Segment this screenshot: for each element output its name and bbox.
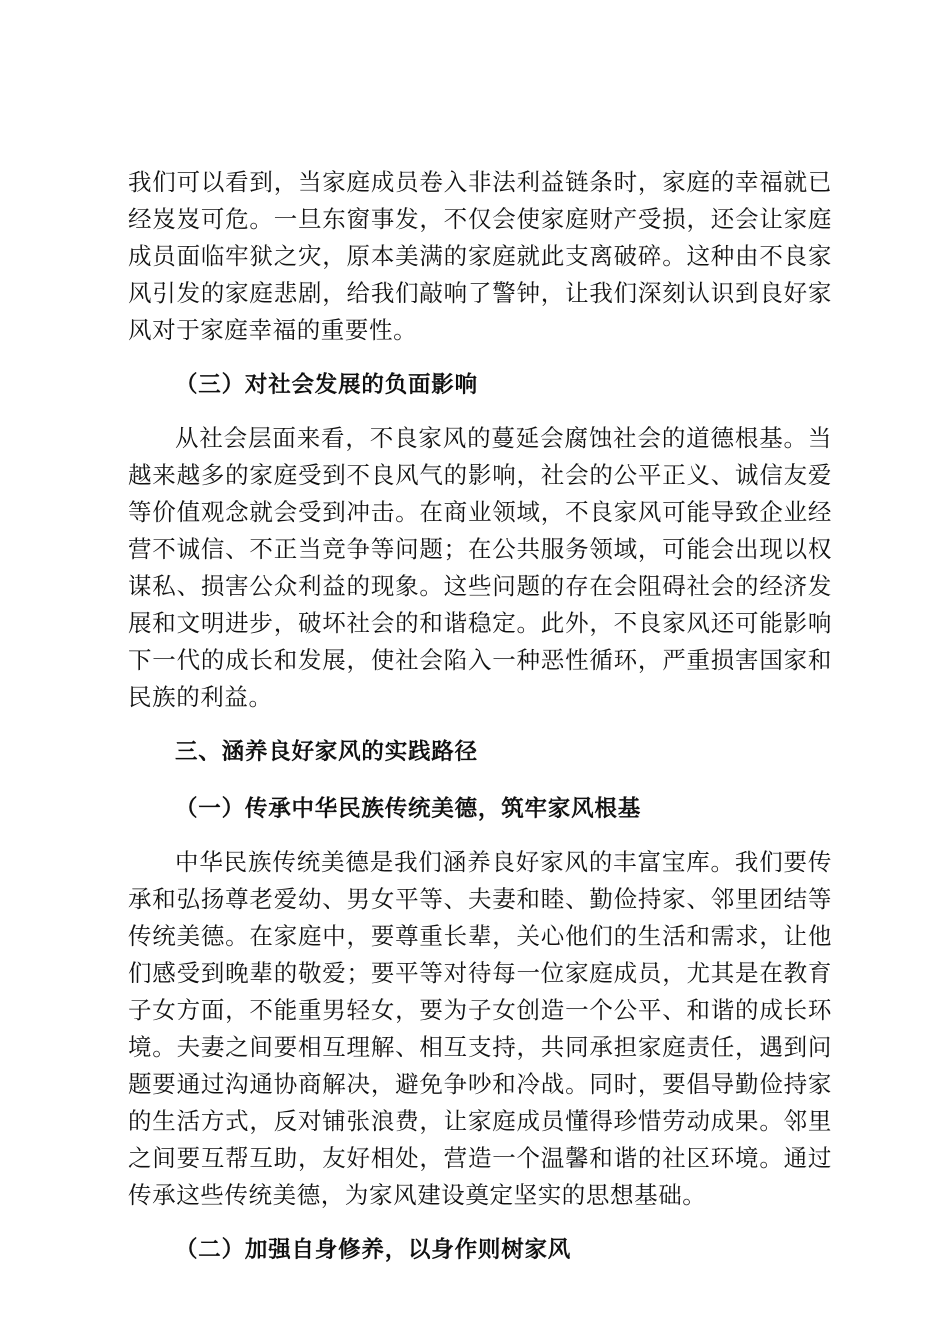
subheading-inherit-virtues: （一）传承中华民族传统美德，筑牢家风根基 <box>175 796 642 822</box>
paragraph-continued: 我们可以看到，当家庭成员卷入非法利益链条时，家庭的幸福就已经岌岌可危。一旦东窗事发，不仅会使家庭财产受损，还会让家庭成员面临牢狱之灾，原本美满的家庭就此支离破碎。这种由不良家风引发的家庭悲剧，给我们敲响了警钟，让我们深刻认识到良好家风对于家庭幸福的重要性。 <box>128 168 832 344</box>
section-heading-practice-path: 三、涵养良好家风的实践路径 <box>175 739 478 765</box>
paragraph-social-impact: 从社会层面来看，不良家风的蔓延会腐蚀社会的道德根基。当越来越多的家庭受到不良风气的影响，社会的公平正义、诚信友爱等价值观念就会受到冲击。在商业领域，不良家风可能导致企业经营不诚信、不正当竞争等问题；在公共服务领域，可能会出现以权谋私、损害公众利益的现象。这些问题的存在会阻碍社会的经济发展和文明进步，破坏社会的和谐稳定。此外，不良家风还可能影响下一代的成长和发展，使社会陷入一种恶性循环，严重损害国家和民族的利益。 <box>128 424 832 711</box>
subheading-negative-social-impact: （三）对社会发展的负面影响 <box>175 372 478 398</box>
paragraph-traditional-virtues: 中华民族传统美德是我们涵养良好家风的丰富宝库。我们要传承和弘扬尊老爱幼、男女平等、夫妻和睦、勤俭持家、邻里团结等传统美德。在家庭中，要尊重长辈，关心他们的生活和需求，让他们感受到晚辈的敬爱；要平等对待每一位家庭成员，尤其是在教育子女方面，不能重男轻女，要为子女创造一个公平、和谐的成长环境。夫妻之间要相互理解、相互支持，共同承担家庭责任，遇到问题要通过沟通协商解决，避免争吵和冷战。同时，要倡导勤俭持家的生活方式，反对铺张浪费，让家庭成员懂得珍惜劳动成果。邻里之间要互帮互助，友好相处，营造一个温馨和谐的社区环境。通过传承这些传统美德，为家风建设奠定坚实的思想基础。 <box>128 848 832 1209</box>
document-body <box>128 164 832 1269</box>
subheading-self-cultivation: （二）加强自身修养，以身作则树家风 <box>175 1237 572 1263</box>
